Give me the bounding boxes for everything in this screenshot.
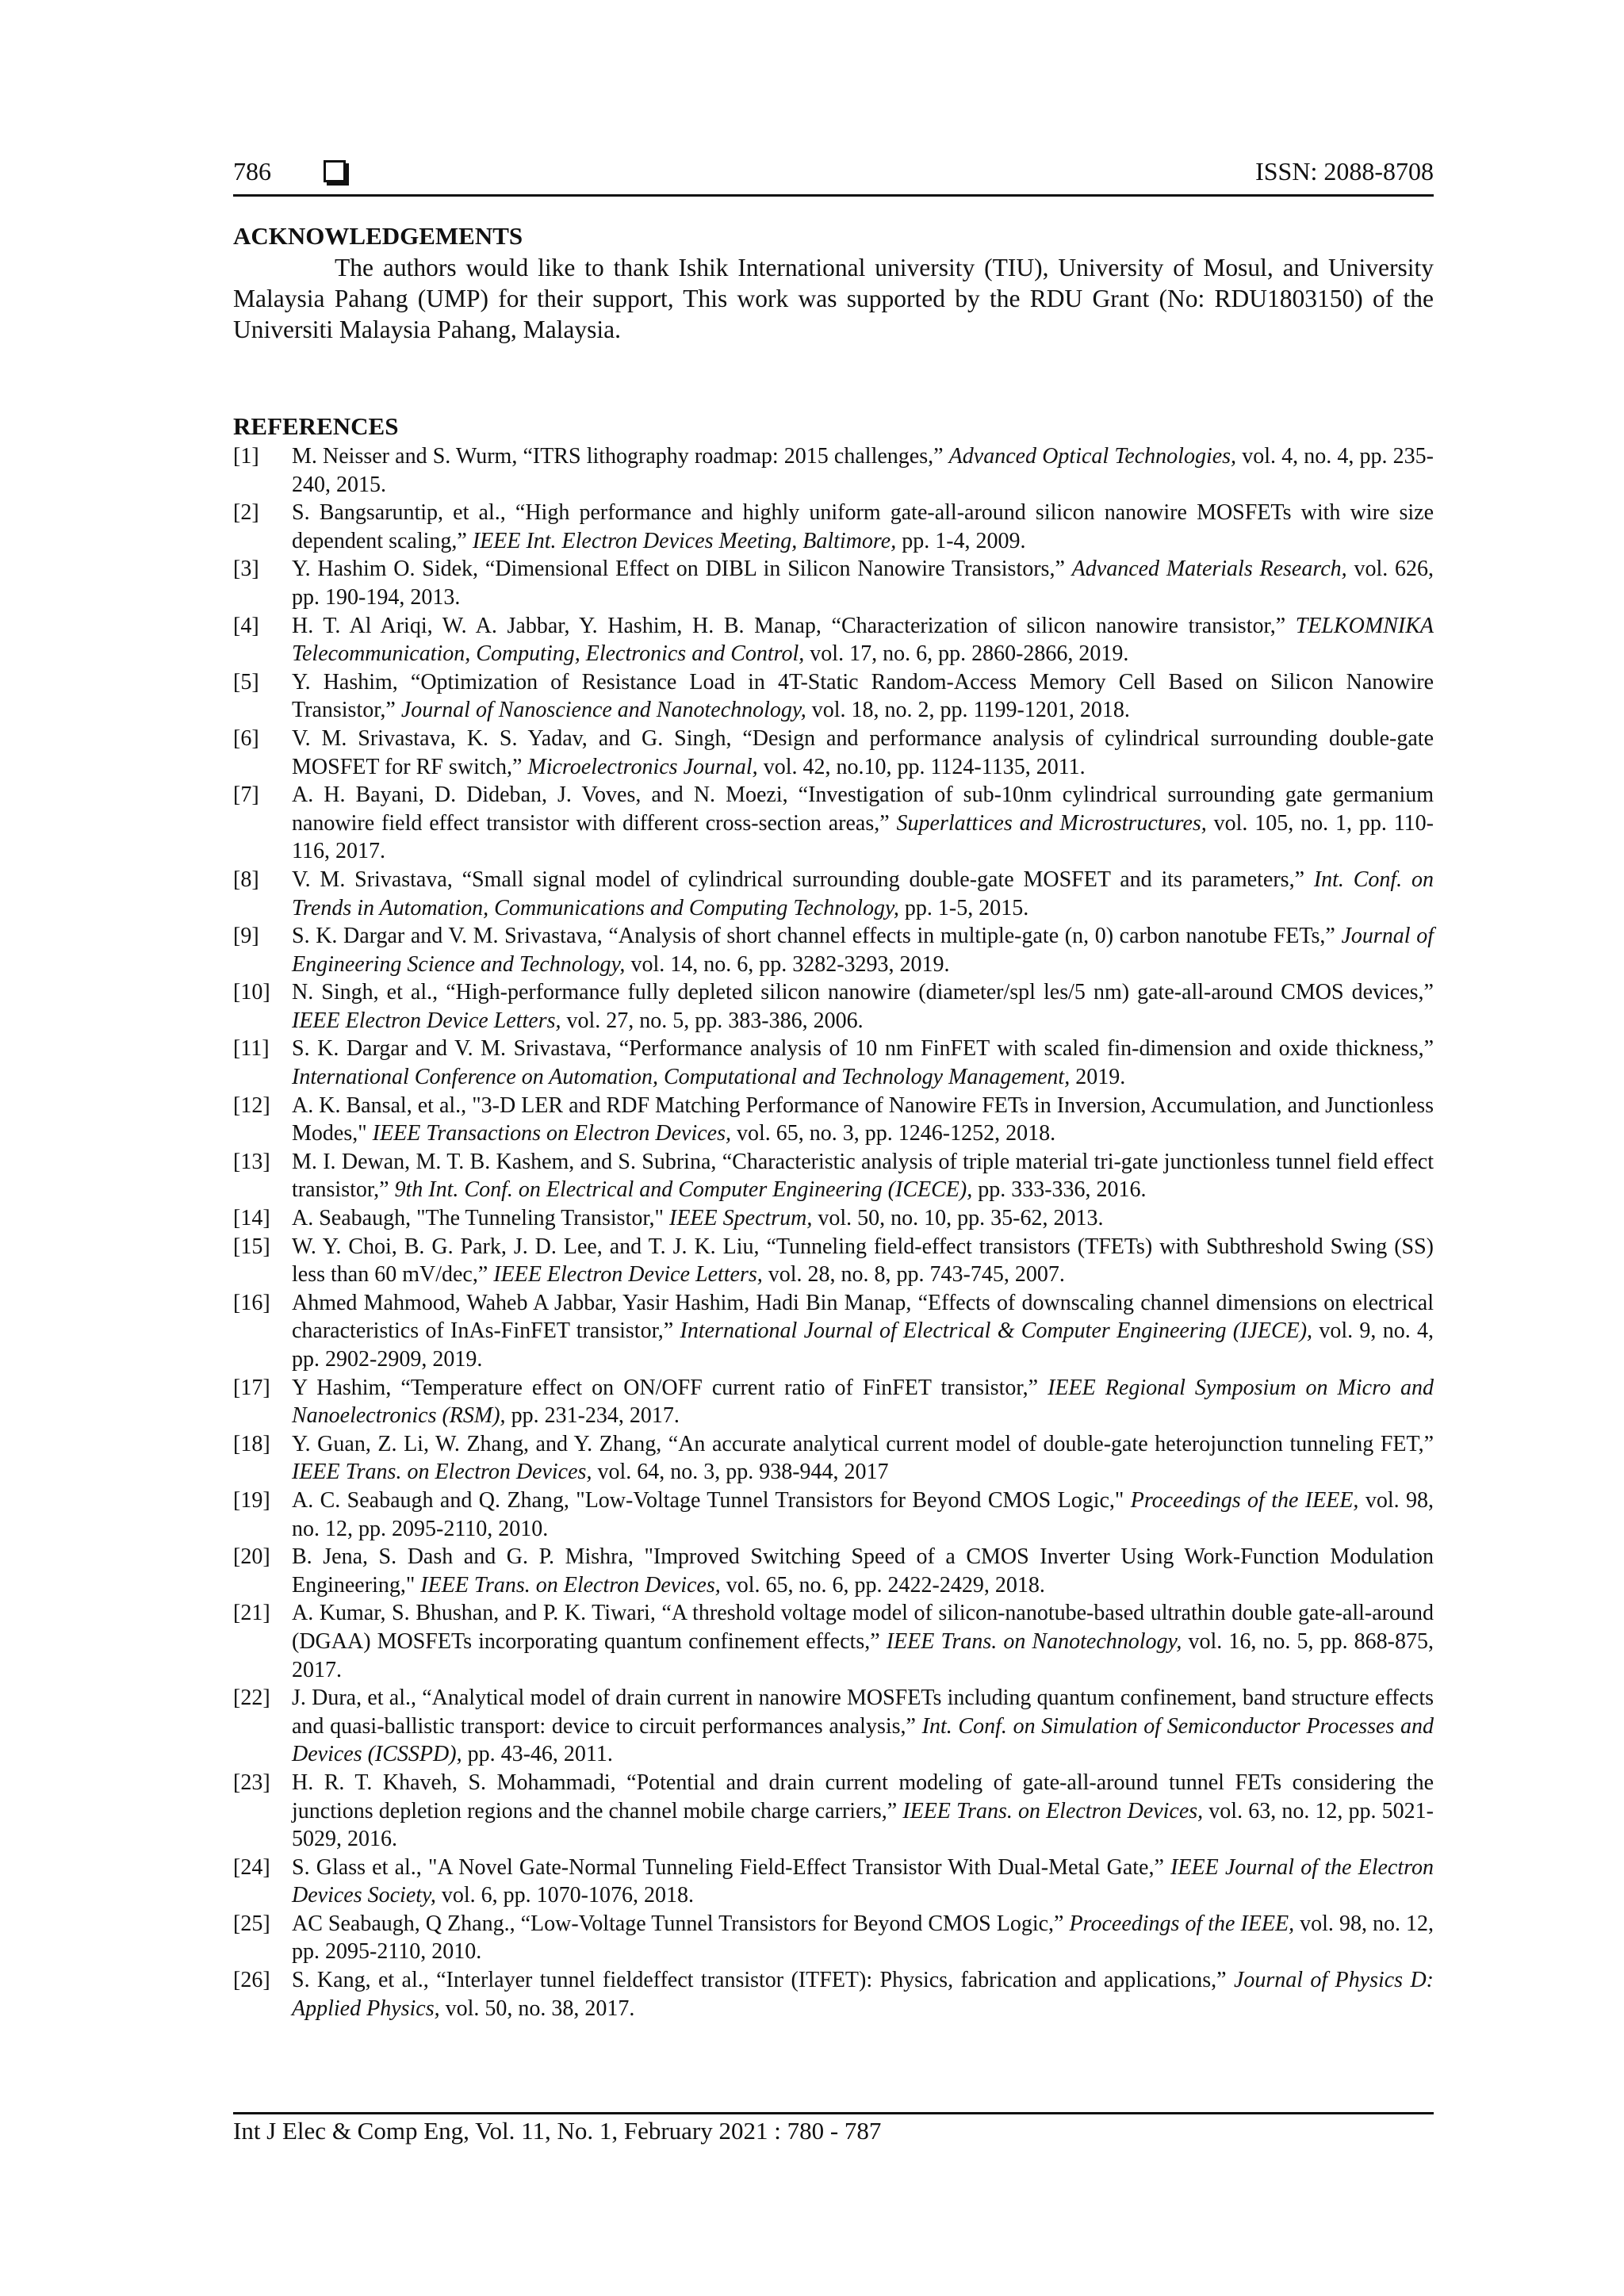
reference-authors-title: Y Hashim, “Temperature effect on ON/OFF current ratio of FinFET transistor,”	[292, 1375, 1048, 1400]
reference-details: pp. 333-336, 2016.	[972, 1177, 1147, 1203]
reference-venue: 9th Int. Conf. on Electrical and Computer Engineering (ICECE),	[394, 1177, 973, 1203]
reference-venue: International Journal of Electrical & Computer Engineering (IJECE),	[680, 1318, 1313, 1344]
reference-details: vol. 16, no. 5, pp. 868-875, 2017.	[292, 1628, 1434, 1682]
reference-details: vol. 64, no. 3, pp. 938-944, 2017	[592, 1460, 889, 1485]
reference-item	[233, 1035, 1434, 1091]
reference-item	[233, 668, 1434, 725]
reference-details: vol. 9, no. 4, pp. 2902-2909, 2019.	[292, 1318, 1434, 1372]
reference-item	[233, 1966, 1434, 2022]
reference-authors-title: S. K. Dargar and V. M. Srivastava, “Analysis of short channel effects in multiple-gate (n, 0) carbon nanotube FETs,”	[292, 924, 1342, 949]
reference-number: [14]	[233, 1206, 270, 1231]
reference-number: [21]	[233, 1601, 270, 1626]
reference-details: vol. 42, no.10, pp. 1124-1135, 2011.	[757, 754, 1086, 779]
reference-authors-title: A. Kumar, S. Bhushan, and P. K. Tiwari, “A threshold voltage model of silicon-nanotube-based ultrathin double gate-all-around (DGAA) MOSFETs incorporating quantum confinement effects,”	[292, 1601, 1434, 1654]
reference-number: [23]	[233, 1770, 270, 1795]
reference-authors-title: A. K. Bansal, et al., "3-D LER and RDF Matching Performance of Nanowire FETs in Inversion, Accumulation, and Junctionless Modes,"	[292, 1093, 1434, 1146]
reference-venue: IEEE Spectrum,	[669, 1206, 813, 1231]
reference-venue: IEEE Regional Symposium on Micro and Nanoelectronics (RSM),	[292, 1375, 1434, 1429]
reference-item	[233, 1092, 1434, 1148]
reference-item	[233, 442, 1434, 499]
reference-authors-title: A. C. Seabaugh and Q. Zhang, "Low-Voltage Tunnel Transistors for Beyond CMOS Logic,"	[292, 1487, 1131, 1513]
reference-details: vol. 626, pp. 190-194, 2013.	[292, 557, 1434, 610]
reference-item	[233, 922, 1434, 978]
reference-number: [18]	[233, 1431, 270, 1456]
reference-venue: Advanced Materials Research,	[1071, 557, 1347, 582]
reference-authors-title: A. H. Bayani, D. Dideban, J. Voves, and N. Moezi, “Investigation of sub-10nm cylindrical surrounding gate germanium nanowire field effect transistor with different cross-section areas,”	[292, 783, 1434, 836]
reference-number: [2]	[233, 500, 259, 526]
reference-authors-title: Y. Guan, Z. Li, W. Zhang, and Y. Zhang, “An accurate analytical current model of double-gate heterojunction tunneling FET,”	[292, 1431, 1434, 1456]
reference-authors-title: AC Seabaugh, Q Zhang., “Low-Voltage Tunnel Transistors for Beyond CMOS Logic,”	[292, 1911, 1070, 1936]
reference-number: [26]	[233, 1968, 270, 1993]
footer-divider	[233, 2112, 1434, 2114]
reference-authors-title: Y. Hashim, “Optimization of Resistance Load in 4T-Static Random-Access Memory Cell Based on Silicon Nanowire Transistor,”	[292, 669, 1434, 723]
reference-venue: International Conference on Automation, Computational and Technology Management,	[292, 1065, 1071, 1090]
reference-item	[233, 725, 1434, 781]
reference-venue: IEEE Journal of the Electron Devices Society,	[292, 1854, 1434, 1908]
issn-label: ISSN: 2088-8708	[1255, 157, 1434, 186]
footer-citation: Int J Elec & Comp Eng, Vol. 11, No. 1, February 2021 : 780 - 787	[233, 2117, 882, 2145]
reference-authors-title: H. T. Al Ariqi, W. A. Jabbar, Y. Hashim, H. B. Manap, “Characterization of silicon nanowire transistor,”	[292, 613, 1296, 638]
page-number: 786	[233, 157, 271, 186]
reference-item	[233, 1430, 1434, 1487]
references-heading: REFERENCES	[233, 412, 399, 440]
reference-number: [5]	[233, 669, 259, 695]
reference-item	[233, 1543, 1434, 1599]
reference-item	[233, 1684, 1434, 1769]
reference-details: vol. 4, no. 4, pp. 235-240, 2015.	[292, 444, 1434, 497]
reference-details: pp. 43-46, 2011.	[462, 1742, 613, 1767]
reference-number: [13]	[233, 1149, 270, 1174]
reference-item	[233, 499, 1434, 555]
acknowledgements-section	[233, 220, 1434, 345]
reference-authors-title: Ahmed Mahmood, Waheb A Jabbar, Yasir Hashim, Hadi Bin Manap, “Effects of downscaling channel dimensions on electrical characteristics of InAs-FinFET transistor,”	[292, 1290, 1434, 1344]
reference-number: [25]	[233, 1911, 270, 1936]
reference-venue: TELKOMNIKA Telecommunication, Computing, Electronics and Control,	[292, 613, 1434, 667]
reference-item	[233, 978, 1434, 1035]
reference-item	[233, 1487, 1434, 1543]
reference-number: [9]	[233, 924, 259, 949]
reference-details: vol. 14, no. 6, pp. 3282-3293, 2019.	[625, 951, 950, 977]
reference-item	[233, 1854, 1434, 1910]
reference-authors-title: J. Dura, et al., “Analytical model of drain current in nanowire MOSFETs including quantum confinement, band structure effects and quasi-ballistic transport: device to circuit performances analysis,”	[292, 1686, 1434, 1739]
reference-venue: IEEE Trans. on Electron Devices,	[902, 1798, 1204, 1823]
reference-item	[233, 1769, 1434, 1854]
reference-details: vol. 18, no. 2, pp. 1199-1201, 2018.	[806, 698, 1130, 723]
reference-number: [24]	[233, 1854, 270, 1880]
reference-details: vol. 63, no. 12, pp. 5021-5029, 2016.	[292, 1798, 1434, 1852]
reference-number: [6]	[233, 725, 259, 751]
reference-details: vol. 98, no. 12, pp. 2095-2110, 2010.	[292, 1487, 1434, 1541]
reference-venue: Advanced Optical Technologies,	[948, 444, 1237, 469]
reference-details: vol. 17, no. 6, pp. 2860-2866, 2019.	[804, 641, 1129, 667]
header-divider	[233, 194, 1434, 197]
reference-authors-title: V. M. Srivastava, “Small signal model of cylindrical surrounding double-gate MOSFET and its parameters,”	[292, 867, 1314, 892]
reference-list	[233, 442, 1434, 2022]
reference-venue: Microelectronics Journal,	[527, 754, 758, 779]
reference-authors-title: W. Y. Choi, B. G. Park, J. D. Lee, and T. J. K. Liu, “Tunneling field-effect transistors (TFETs) with Subthreshold Swing (SS) less than 60 mV/dec,”	[292, 1234, 1434, 1288]
reference-authors-title: M. I. Dewan, M. T. B. Kashem, and S. Subrina, “Characteristic analysis of triple material tri-gate junctionless tunnel field effect transistor,”	[292, 1149, 1434, 1203]
reference-venue: IEEE Trans. on Nanotechnology,	[886, 1628, 1182, 1654]
reference-item	[233, 1233, 1434, 1289]
reference-venue: Journal of Engineering Science and Technology,	[292, 924, 1434, 977]
reference-authors-title: S. Bangsaruntip, et al., “High performance and highly uniform gate-all-around silicon nanowire MOSFETs with wire size dependent scaling,”	[292, 500, 1434, 553]
reference-number: [12]	[233, 1093, 270, 1118]
reference-number: [8]	[233, 867, 259, 892]
reference-details: vol. 98, no. 12, pp. 2095-2110, 2010.	[292, 1911, 1434, 1965]
reference-details: vol. 6, pp. 1070-1076, 2018.	[435, 1883, 695, 1908]
reference-venue: Journal of Nanoscience and Nanotechnology,	[400, 698, 806, 723]
reference-item	[233, 1204, 1434, 1233]
reference-details: pp. 1-5, 2015.	[898, 895, 1029, 920]
reference-item	[233, 1374, 1434, 1430]
reference-item	[233, 1289, 1434, 1374]
reference-details: vol. 28, no. 8, pp. 743-745, 2007.	[762, 1262, 1065, 1288]
reference-venue: IEEE Transactions on Electron Devices,	[372, 1121, 731, 1146]
reference-authors-title: Y. Hashim O. Sidek, “Dimensional Effect on DIBL in Silicon Nanowire Transistors,”	[292, 557, 1072, 582]
reference-number: [11]	[233, 1036, 270, 1062]
reference-venue: Int. Conf. on Simulation of Semiconductor Processes and Devices (ICSSPD),	[292, 1713, 1434, 1767]
reference-number: [15]	[233, 1234, 270, 1259]
reference-venue: IEEE Trans. on Electron Devices,	[292, 1460, 592, 1485]
reference-item	[233, 1148, 1434, 1204]
reference-authors-title: B. Jena, S. Dash and G. P. Mishra, "Improved Switching Speed of a CMOS Inverter Using Work-Function Modulation Engineering,"	[292, 1544, 1434, 1598]
reference-details: pp. 231-234, 2017.	[505, 1403, 680, 1429]
reference-venue: Int. Conf. on Trends in Automation, Communications and Computing Technology,	[292, 867, 1434, 920]
reference-number: [10]	[233, 980, 270, 1005]
reference-details: vol. 50, no. 38, 2017.	[439, 1996, 635, 2021]
reference-details: vol. 105, no. 1, pp. 110-116, 2017.	[292, 810, 1434, 864]
acknowledgements-text: The authors would like to thank Ishik International university (TIU), University of Mosul, and University Malaysia Pahang (UMP) for their support, This work was supported by the RDU Grant (No: RDU1803150) of the Universiti Malaysia Pahang, Malaysia.	[233, 254, 1434, 343]
reference-details: vol. 65, no. 6, pp. 2422-2429, 2018.	[720, 1572, 1045, 1598]
reference-number: [20]	[233, 1544, 270, 1570]
reference-authors-title: S. K. Dargar and V. M. Srivastava, “Performance analysis of 10 nm FinFET with scaled fin-dimension and oxide thickness,”	[292, 1036, 1434, 1062]
reference-item	[233, 1599, 1434, 1684]
reference-venue: Proceedings of the IEEE,	[1130, 1487, 1359, 1513]
reference-venue: IEEE Int. Electron Devices Meeting, Baltimore,	[472, 528, 897, 553]
reference-item	[233, 866, 1434, 922]
reference-item	[233, 612, 1434, 668]
references-section	[233, 411, 1434, 2022]
reference-number: [7]	[233, 783, 259, 808]
reference-number: [4]	[233, 613, 259, 638]
reference-authors-title: S. Glass et al., "A Novel Gate-Normal Tunneling Field-Effect Transistor With Dual-Metal Gate,”	[292, 1854, 1171, 1880]
reference-number: [22]	[233, 1686, 270, 1711]
reference-number: [17]	[233, 1375, 270, 1400]
reference-details: vol. 50, no. 10, pp. 35-62, 2013.	[812, 1206, 1104, 1231]
reference-authors-title: A. Seabaugh, "The Tunneling Transistor,"	[292, 1206, 669, 1231]
page-header	[233, 155, 1434, 195]
reference-authors-title: S. Kang, et al., “Interlayer tunnel fieldeffect transistor (ITFET): Physics, fabrication and applications,”	[292, 1968, 1234, 1993]
checkbox-square-icon	[324, 160, 346, 182]
reference-details: vol. 27, no. 5, pp. 383-386, 2006.	[561, 1008, 864, 1033]
reference-details: pp. 1-4, 2009.	[896, 528, 1026, 553]
reference-venue: IEEE Trans. on Electron Devices,	[420, 1572, 721, 1598]
reference-venue: IEEE Electron Device Letters,	[493, 1262, 763, 1288]
acknowledgements-heading: ACKNOWLEDGEMENTS	[233, 222, 523, 250]
reference-number: [16]	[233, 1290, 270, 1315]
reference-number: [1]	[233, 444, 259, 469]
reference-authors-title: V. M. Srivastava, K. S. Yadav, and G. Singh, “Design and performance analysis of cylindrical surrounding double-gate MOSFET for RF switch,”	[292, 725, 1434, 779]
reference-number: [19]	[233, 1487, 270, 1513]
reference-authors-title: N. Singh, et al., “High-performance fully depleted silicon nanowire (diameter/spl les/5 nm) gate-all-around CMOS devices,”	[292, 980, 1434, 1005]
reference-item	[233, 781, 1434, 866]
reference-item	[233, 1910, 1434, 1966]
reference-authors-title: H. R. T. Khaveh, S. Mohammadi, “Potential and drain current modeling of gate-all-around tunnel FETs considering the junctions depletion regions and the channel mobile charge carriers,”	[292, 1770, 1434, 1823]
reference-details: vol. 65, no. 3, pp. 1246-1252, 2018.	[730, 1121, 1056, 1146]
reference-venue: Superlattices and Microstructures,	[896, 810, 1207, 836]
reference-item	[233, 555, 1434, 611]
reference-venue: Proceedings of the IEEE,	[1069, 1911, 1295, 1936]
reference-details: 2019.	[1070, 1065, 1126, 1090]
reference-venue: IEEE Electron Device Letters,	[292, 1008, 561, 1033]
reference-number: [3]	[233, 557, 259, 582]
reference-venue: Journal of Physics D: Applied Physics,	[292, 1968, 1434, 2021]
reference-authors-title: M. Neisser and S. Wurm, “ITRS lithography roadmap: 2015 challenges,”	[292, 444, 949, 469]
